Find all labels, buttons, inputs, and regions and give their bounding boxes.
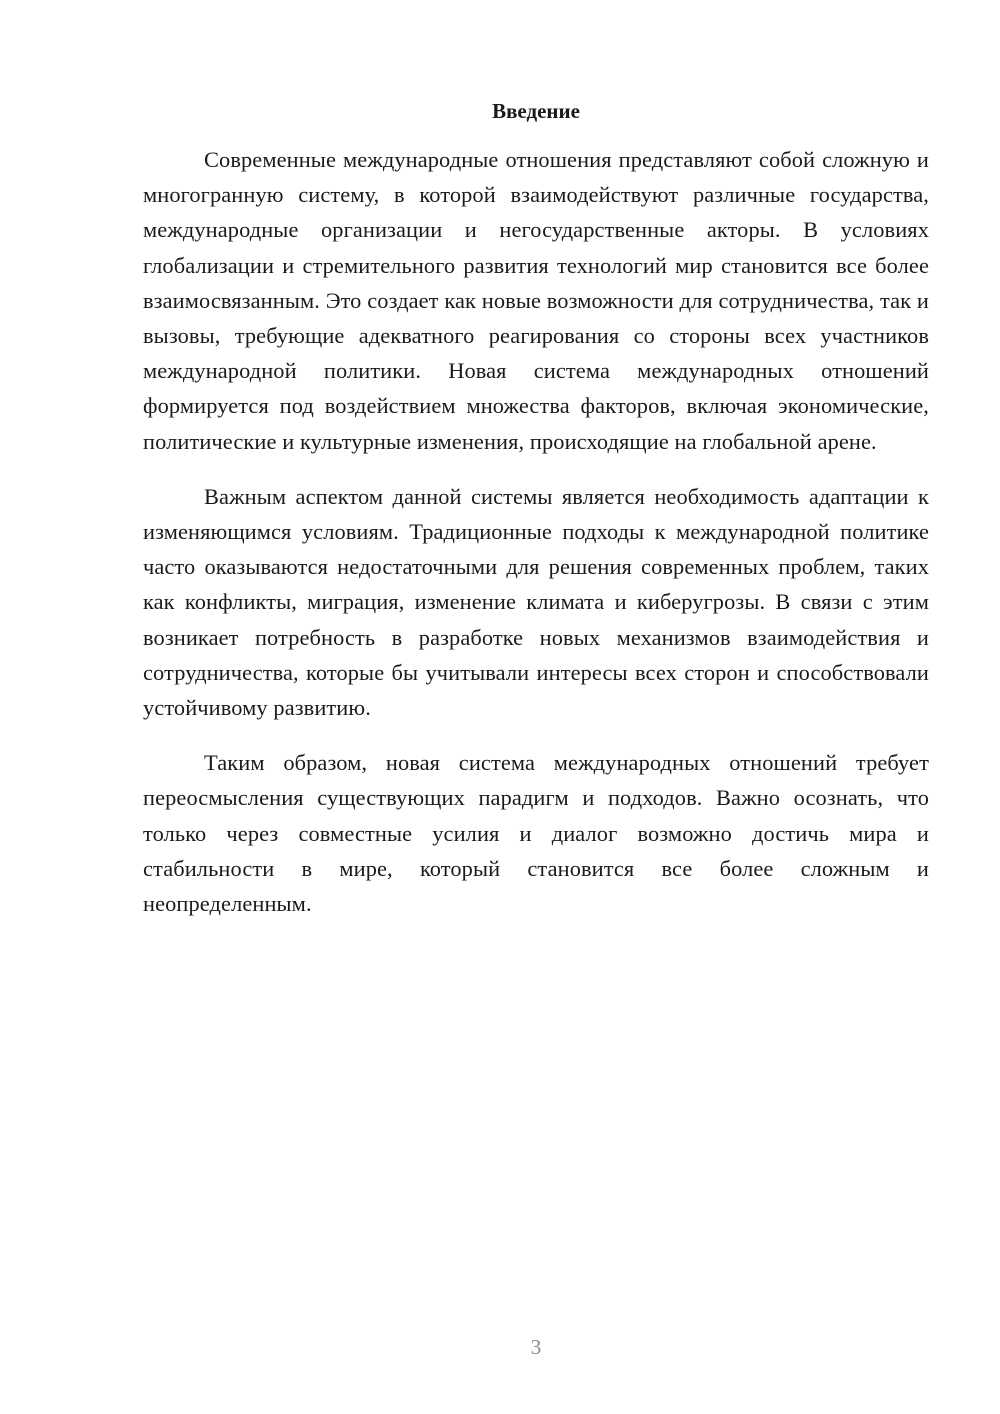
page-number: 3 bbox=[530, 1335, 542, 1359]
paragraph-3: Таким образом, новая система международных отношений требует переосмысления существующих парадигм и подходов. Важно осознать, что только через совместные усилия и диалог возможно достичь мира и стабильности в мире, который становится все более сложным и неопределенным. bbox=[143, 750, 929, 917]
body-text bbox=[143, 142, 929, 921]
section-title: Введение bbox=[492, 99, 580, 123]
paragraph-1: Современные международные отношения представляют собой сложную и многогранную систему, в которой взаимодействуют различные государства, международные организации и негосударственные акторы. В условиях глобализации и стремительного развития технологий мир становится все более взаимосвязанным. Это создает как новые возможности для сотрудничества, так и вызовы, требующие адекватного реагирования со стороны всех участников международной политики. Новая система международных отношений формируется под воздействием множества факторов, включая экономические, политические и культурные изменения, происходящие на глобальной арене. bbox=[143, 147, 929, 454]
paragraph-2: Важным аспектом данной системы является необходимость адаптации к изменяющимся условиям. Традиционные подходы к международной политике часто оказываются недостаточными для решения современных проблем, таких как конфликты, миграция, изменение климата и киберугрозы. В связи с этим возникает потребность в разработке новых механизмов взаимодействия и сотрудничества, которые бы учитывали интересы всех сторон и способствовали устойчивому развитию. bbox=[143, 483, 929, 721]
